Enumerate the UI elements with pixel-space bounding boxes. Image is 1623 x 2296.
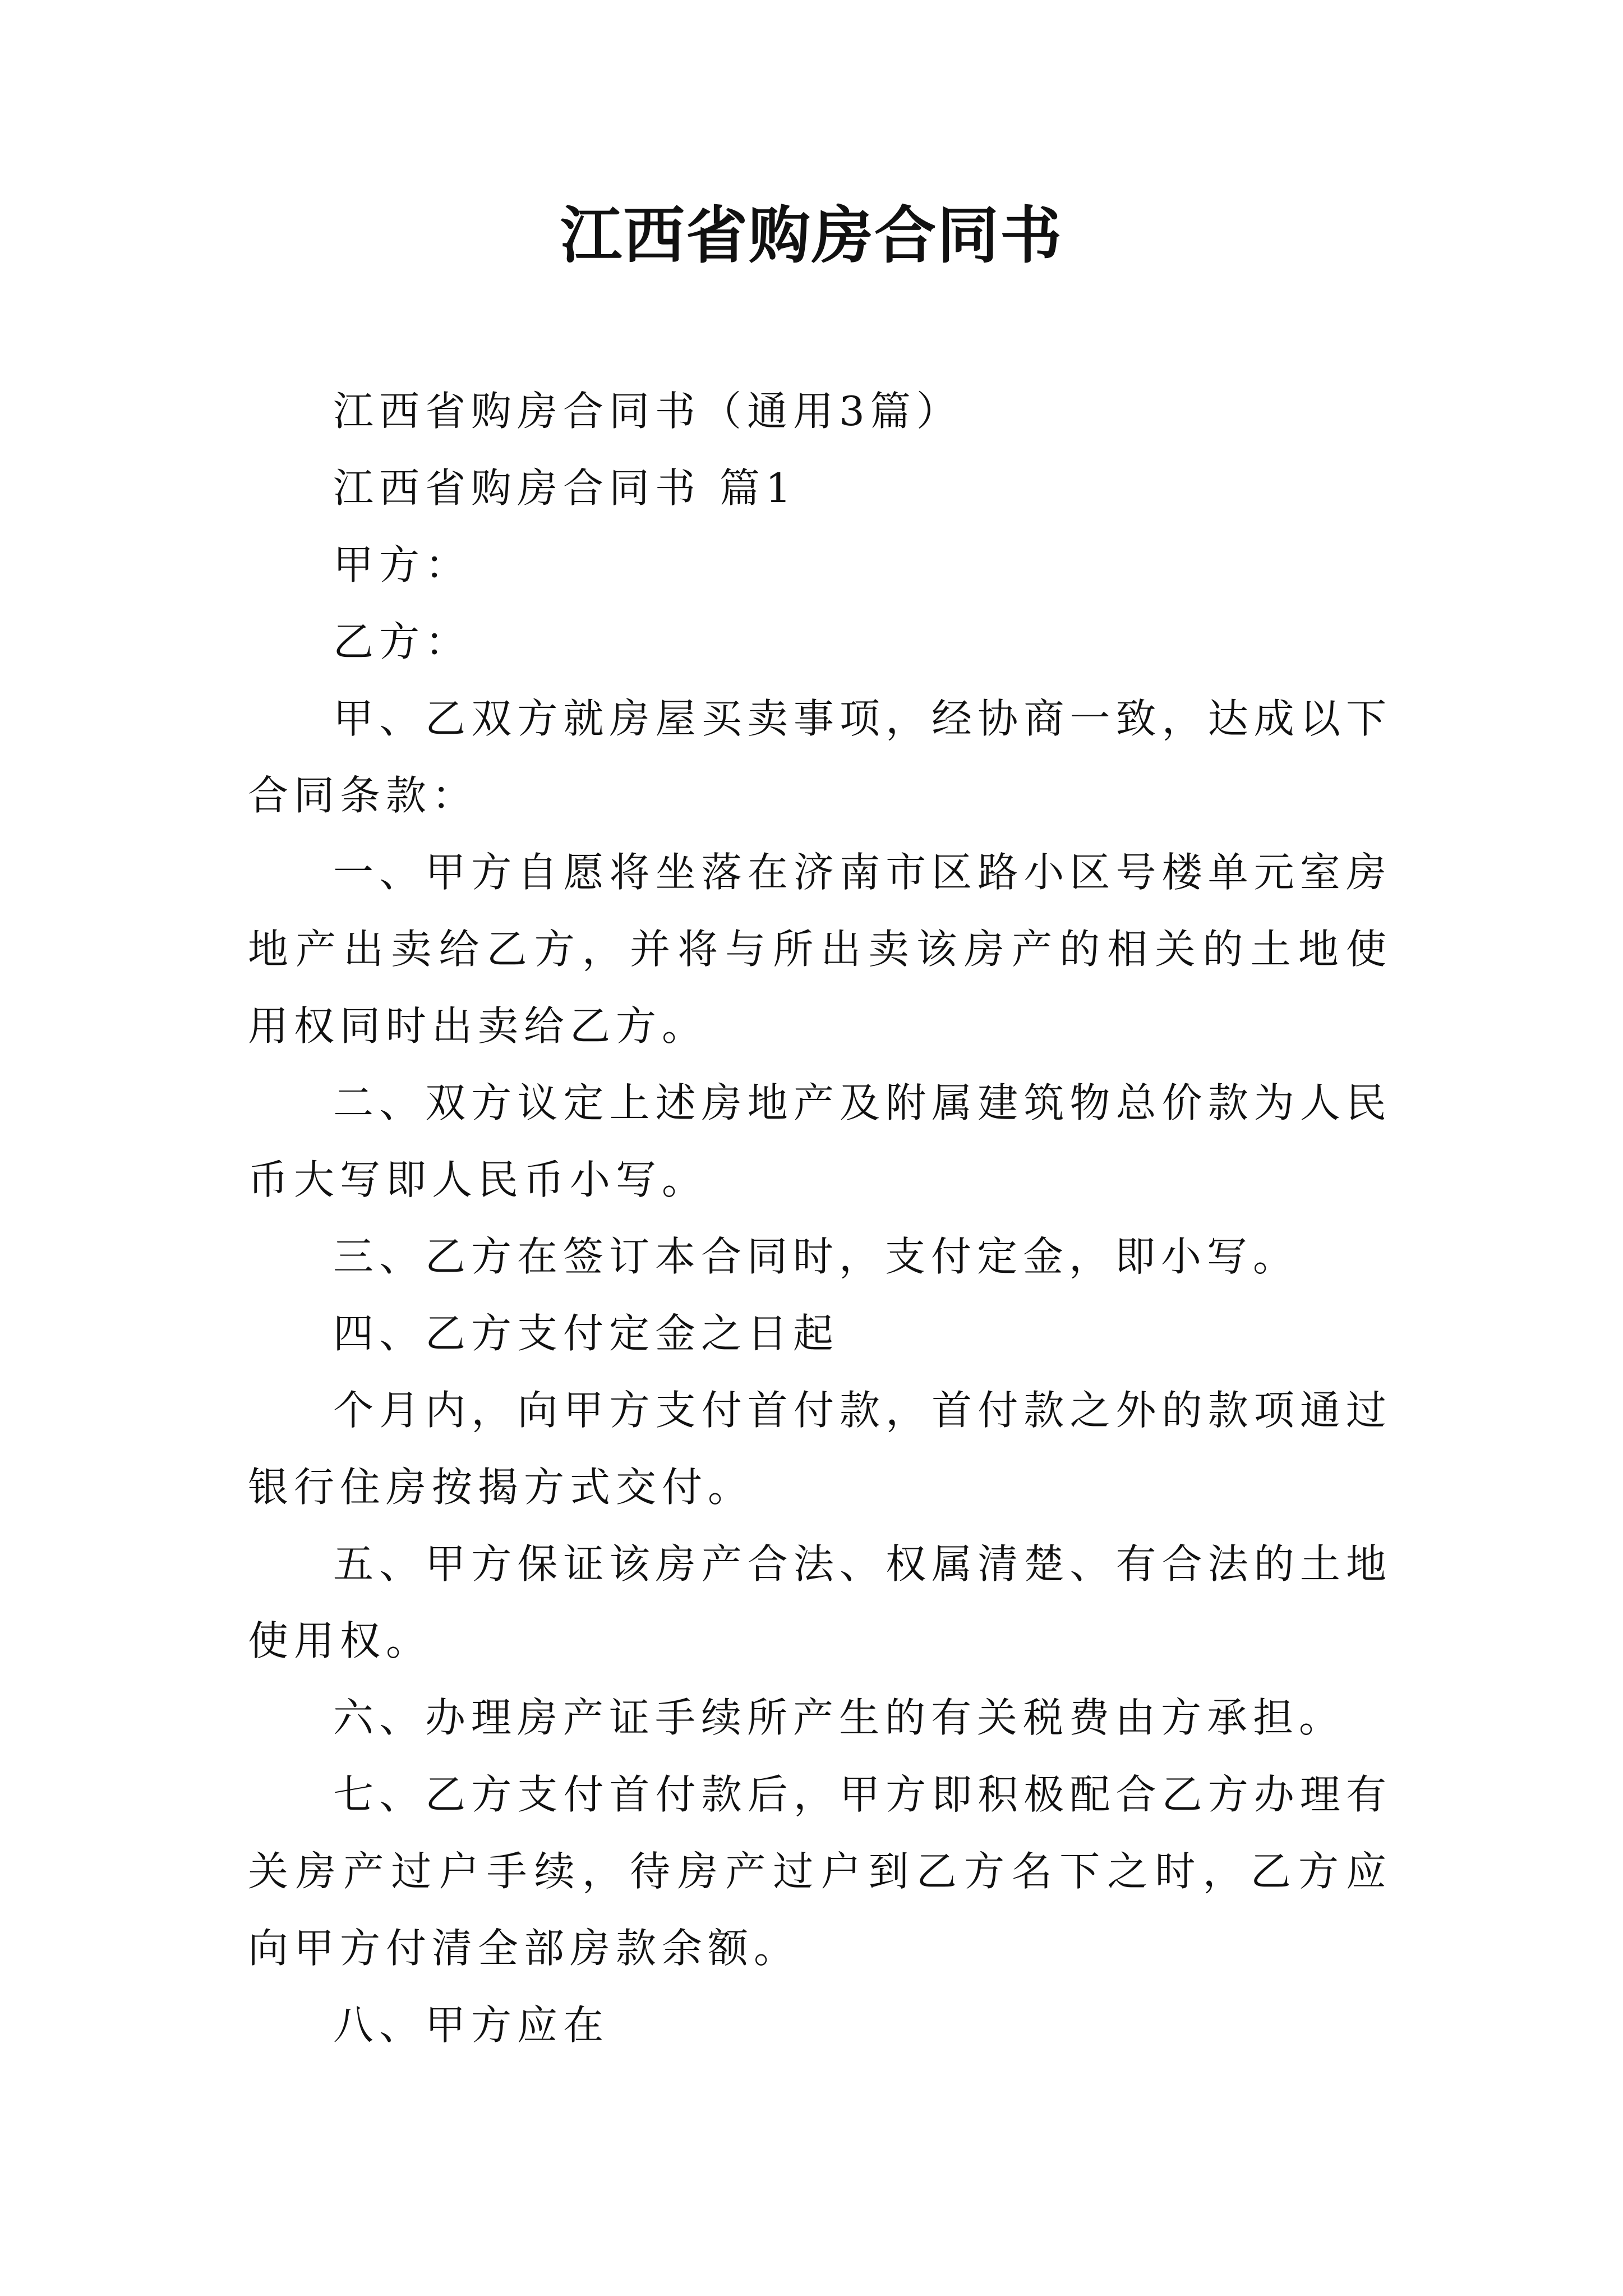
paragraph-section-title: 江西省购房合同书 篇1 (333, 464, 797, 512)
document-body (248, 373, 1392, 2064)
paragraph-clause-7: 七、乙方支付首付款后，甲方即积极配合乙方办理有关房产过户手续，待房产过户到乙方名下之时，乙方应向甲方付清全部房款余额。 (248, 1771, 1392, 1972)
paragraph-clause-6: 六、办理房产证手续所产生的有关税费由方承担。 (333, 1694, 1345, 1741)
paragraph-clause-1: 一、甲方自愿将坐落在济南市区路小区号楼单元室房地产出卖给乙方，并将与所出卖该房产的相关的土地使用权同时出卖给乙方。 (248, 849, 1392, 1050)
paragraph-party-b: 乙方： (333, 618, 472, 665)
paragraph-clause-4: 四、乙方支付定金之日起 (333, 1310, 840, 1357)
document-title: 江西省购房合同书 (560, 199, 1063, 272)
paragraph-clause-8: 八、甲方应在 (333, 2001, 610, 2049)
paragraph-clause-4-continued: 个月内，向甲方支付首付款，首付款之外的款项通过银行住房按揭方式交付。 (248, 1387, 1392, 1511)
paragraph-heading: 江西省购房合同书（通用3篇） (333, 388, 962, 435)
paragraph-clause-2: 二、双方议定上述房地产及附属建筑物总价款为人民币大写即人民币小写。 (248, 1079, 1392, 1203)
paragraph-clause-3: 三、乙方在签订本合同时，支付定金，即小写。 (333, 1233, 1299, 1280)
paragraph-party-a: 甲方： (333, 541, 472, 588)
paragraph-preamble: 甲、乙双方就房屋买卖事项，经协商一致，达成以下合同条款： (248, 695, 1392, 819)
paragraph-clause-5: 五、甲方保证该房产合法、权属清楚、有合法的土地使用权。 (248, 1540, 1392, 1664)
